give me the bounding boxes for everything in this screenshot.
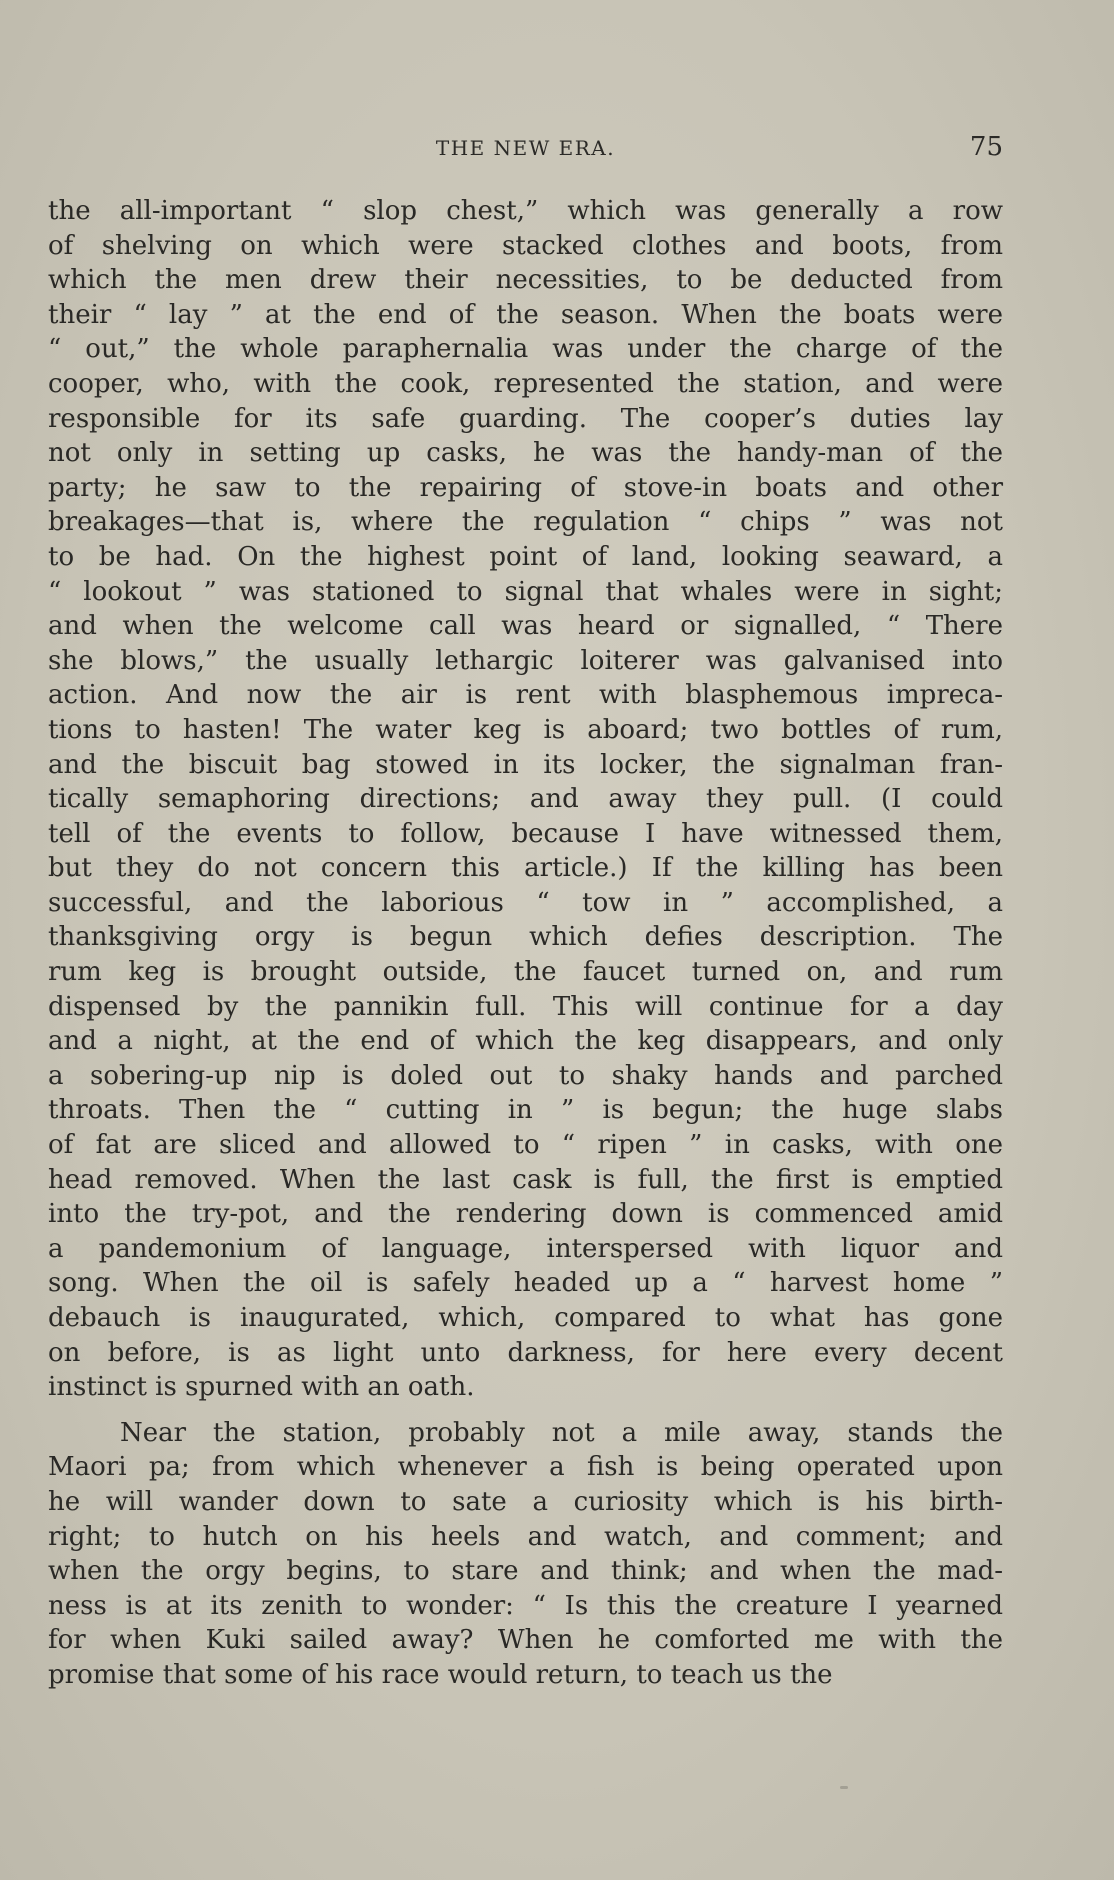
text-line: Maori pa; from which whenever a fish is being operated upon [48, 1452, 1003, 1483]
text-line: for when Kuki sailed away? When he comforted me with the [48, 1625, 1003, 1656]
text-line: tically semaphoring directions; and away they pull. (I could [48, 784, 1003, 815]
text-line: on before, is as light unto darkness, for here every decent [48, 1337, 1003, 1368]
paragraph-1 [48, 194, 1003, 1405]
text-line: ness is at its zenith to wonder: “ Is this the creature I yearned [48, 1590, 1003, 1621]
text-line: promise that some of his race would return, to teach us the [48, 1659, 833, 1690]
text-line: he will wander down to sate a curiosity which is his birth- [48, 1486, 1003, 1517]
text-line: of shelving on which were stacked clothes and boots, from [48, 230, 1003, 261]
text-line: a pandemonium of language, interspersed with liquor and [48, 1233, 1003, 1264]
text-line: rum keg is brought outside, the faucet turned on, and rum [48, 957, 1003, 988]
text-line: and when the welcome call was heard or signalled, “ There [48, 611, 1003, 642]
text-line: Near the station, probably not a mile away, stands the [120, 1417, 1003, 1448]
text-line: when the orgy begins, to stare and think; and when the mad- [48, 1556, 1003, 1587]
text-line: a sobering-up nip is doled out to shaky hands and parched [48, 1060, 1003, 1091]
text-line: which the men drew their necessities, to be deducted from [48, 265, 1003, 296]
text-line: to be had. On the highest point of land, looking seaward, a [48, 541, 1003, 572]
paper-speck [840, 1786, 848, 1789]
text-line: right; to hutch on his heels and watch, and comment; and [48, 1521, 1003, 1552]
text-line: not only in setting up casks, he was the handy-man of the [48, 438, 1003, 469]
text-line: tell of the events to follow, because I have witnessed them, [48, 818, 1003, 849]
text-line: and the biscuit bag stowed in its locker, the signalman fran- [48, 749, 1003, 780]
page-header [48, 132, 1003, 168]
text-line: of fat are sliced and allowed to “ ripen ” in casks, with one [48, 1130, 1003, 1161]
page-number: 75 [969, 132, 1003, 162]
text-line: party; he saw to the repairing of stove-in boats and other [48, 472, 1003, 503]
text-line: but they do not concern this article.) If the killing has been [48, 853, 1003, 884]
text-line: cooper, who, with the cook, represented the station, and were [48, 368, 1003, 399]
text-line: she blows,” the usually lethargic loiterer was galvanised into [48, 645, 1003, 676]
text-line: their “ lay ” at the end of the season. When the boats were [48, 299, 1003, 330]
text-line: instinct is spurned with an oath. [48, 1372, 475, 1403]
text-line: successful, and the laborious “ tow in ” accomplished, a [48, 887, 1003, 918]
text-line: responsible for its safe guarding. The cooper’s duties lay [48, 403, 1003, 434]
text-line: song. When the oil is safely headed up a “ harvest home ” [48, 1268, 1003, 1299]
text-line: debauch is inaugurated, which, compared to what has gone [48, 1303, 1003, 1333]
body-text [48, 194, 1003, 1693]
text-line: throats. Then the “ cutting in ” is begun; the huge slabs [48, 1095, 1003, 1126]
text-line: breakages—that is, where the regulation “ chips ” was not [48, 507, 1003, 538]
text-line: the all-important “ slop chest,” which was generally a row [48, 196, 1003, 226]
text-line: action. And now the air is rent with blasphemous impreca- [48, 680, 1003, 711]
text-line: into the try-pot, and the rendering down is commenced amid [48, 1199, 1003, 1230]
text-line: tions to hasten! The water keg is aboard; two bottles of rum, [48, 714, 1003, 745]
text-line: “ out,” the whole paraphernalia was under the charge of the [48, 334, 1003, 365]
text-line: “ lookout ” was stationed to signal that whales were in sight; [48, 576, 1003, 607]
paragraph-gap [48, 1405, 1003, 1416]
text-line: and a night, at the end of which the keg disappears, and only [48, 1026, 1003, 1057]
text-line: head removed. When the last cask is full, the first is emptied [48, 1164, 1003, 1195]
paragraph-2 [48, 1416, 1003, 1693]
running-title: THE NEW ERA. [435, 136, 616, 160]
text-line: thanksgiving orgy is begun which defies description. The [48, 922, 1003, 953]
text-line: dispensed by the pannikin full. This will continue for a day [48, 991, 1003, 1022]
